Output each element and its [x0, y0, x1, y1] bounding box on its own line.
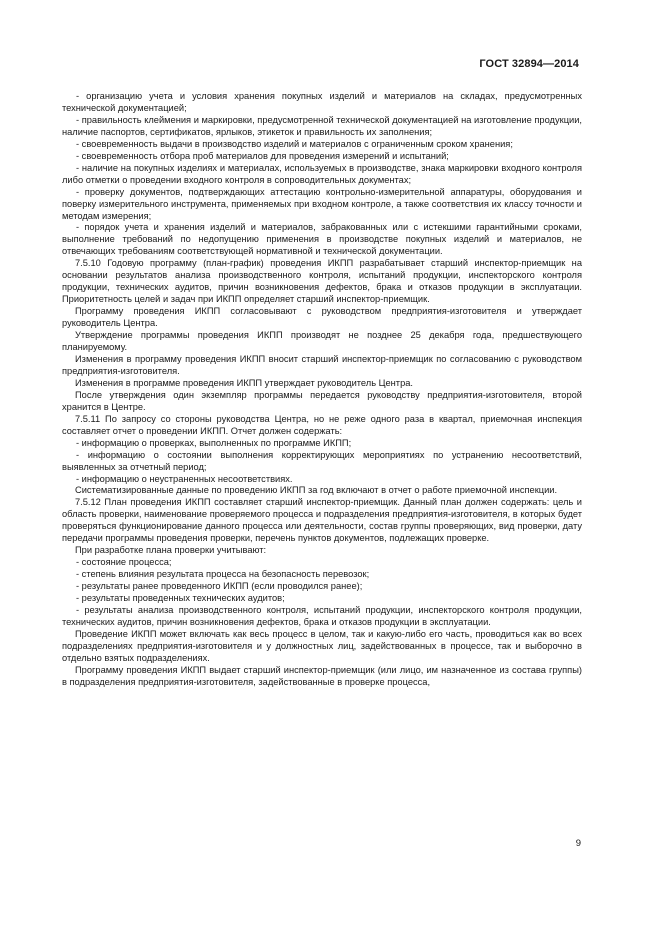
list-item: - наличие на покупных изделиях и материалах, используемых в производстве, знака маркировки входного контроля либо отметки о проведении входного контроля в сопроводительных документах; — [62, 162, 582, 185]
list-item: - результаты ранее проведенного ИКПП (если проводился ранее); — [76, 581, 363, 592]
paragraph: При разработке плана проверки учитывают: — [75, 545, 267, 556]
list-item: - степень влияния результата процесса на безопасность перевозок; — [76, 569, 370, 580]
list-item: - порядок учета и хранения изделий и материалов, забракованных или с истекшими гарантийными сроками, выполнение требований по недопущению применения в производстве покупных изделий и материалов, не отвечающих требованиям соответствующей нормативной и технической документации. — [62, 222, 582, 257]
list-item: - информацию о проверках, выполненных по программе ИКПП; — [76, 437, 352, 448]
paragraph: Программу проведения ИКПП выдает старший инспектор-приемщик (или лицо, им назначенное из состава группы) в подразделения предприятия-изготовителя, задействованные в проверке процесса, — [62, 664, 582, 687]
list-item: - результаты проведенных технических аудитов; — [76, 593, 285, 604]
document-body — [62, 91, 582, 689]
paragraph-7-5-10: 7.5.10 Годовую программу (план-график) проведения ИКПП разрабатывает старший инспектор-приемщик на основании результатов анализа производственного контроля, испытаний продукции, инспекторского контроля продукции, технических аудитов, причин возникновения дефектов, брака и отказов продукции в эксплуатации. Приоритетность целей и задач при ИКПП определяет старший инспектор-приемщик. — [62, 258, 582, 305]
list-item: - информацию о неустраненных несоответствиях. — [76, 473, 293, 484]
paragraph: Изменения в программу проведения ИКПП вносит старший инспектор-приемщик по согласованию с руководством предприятия-изготовителя. — [62, 353, 582, 376]
list-item: - информацию о состоянии выполнения корректирующих мероприятиях по устранению несоответствий, выявленных за отчетный период; — [62, 449, 582, 472]
paragraph: Проведение ИКПП может включать как весь процесс в целом, так и какую-либо его часть, проводиться как во всех подразделениях предприятия-изготовителя и у должностных лиц, задействованных в процессе, так и выборочно в отдельно взятых подразделениях. — [62, 628, 582, 663]
list-item: - своевременность выдачи в производство изделий и материалов с ограниченным сроком хранения; — [76, 138, 513, 149]
paragraph: Изменения в программе проведения ИКПП утверждает руководитель Центра. — [75, 377, 413, 388]
paragraph-7-5-12: 7.5.12 План проведения ИКПП составляет старший инспектор-приемщик. Данный план должен содержать: цель и область проверки, наименование проверяемого процесса и подразделения предприятия-изготовителя, в которых будет проверяться функционирование данного процесса или деятельности, состав группы проверяющих, вид проверки, дату передачи программы проведения проверки, перечень пунктов документов, подлежащих проверке. — [62, 497, 582, 544]
list-item: - своевременность отбора проб материалов для проведения измерений и испытаний; — [76, 150, 449, 161]
list-item: - состояние процесса; — [76, 557, 172, 568]
list-item: - проверку документов, подтверждающих аттестацию контрольно-измерительной аппаратуры, оборудования и поверку измерительного инструмента, применяемых при входном контроле, а также соответствия их классу точности и методам измерения; — [62, 186, 582, 221]
list-item: - организацию учета и условия хранения покупных изделий и материалов на складах, предусмотренных технической документацией; — [62, 91, 582, 113]
page-number: 9 — [575, 838, 581, 849]
list-item: - результаты анализа производственного контроля, испытаний продукции, инспекторского контроля продукции, технических аудитов, причин возникновения дефектов, брака и отказов продукции в эксплуатации. — [62, 604, 582, 627]
paragraph-7-5-11: 7.5.11 По запросу со стороны руководства Центра, но не реже одного раза в квартал, приемочная инспекция составляет отчет о проведении ИКПП. Отчет должен содержать: — [62, 413, 582, 436]
paragraph: Систематизированные данные по проведению ИКПП за год включают в отчет о работе приемочной инспекции. — [75, 485, 558, 496]
paragraph: Программу проведения ИКПП согласовывают с руководством предприятия-изготовителя и утверждает руководитель Центра. — [62, 306, 582, 329]
list-item: - правильность клеймения и маркировки, предусмотренной технической документацией на изготовление продукции, наличие паспортов, сертификатов, ярлыков, этикеток и правильность их заполнения; — [62, 114, 582, 137]
document-code: ГОСТ 32894—2014 — [479, 58, 579, 70]
paragraph: Утверждение программы проведения ИКПП производят не позднее 25 декабря года, предшествующего планируемому. — [62, 330, 582, 353]
paragraph: После утверждения один экземпляр программы передается руководству предприятия-изготовителя, второй хранится в Центре. — [62, 389, 582, 412]
